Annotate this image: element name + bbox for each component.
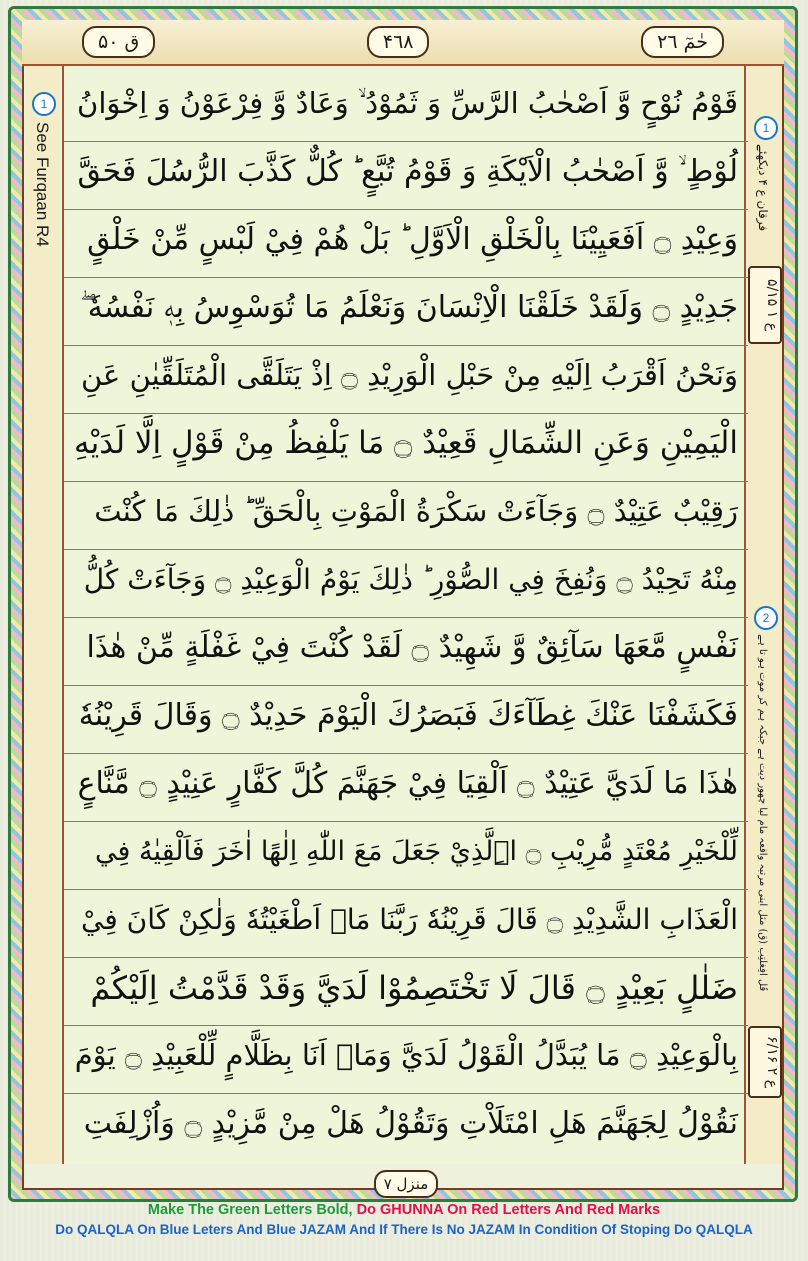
text-line: فَكَشَفْنَا عَنْكَ غِطَآءَكَ فَبَصَرُكَ الْيَوْمَ حَدِيْدٌ ۝ وَقَالَ قَرِيْنُهٗ [64,678,748,754]
right-note2-text: قُل اَفِغلَتِب (ق) مثل ابنی مرتبہ واقعہ مام لبا چھور دیت ہے جبکہ ہم کر موت ہو تا ہے [757,634,768,992]
text-line: وَعِيْدِ ۝ اَفَعَيِيْنَا بِالْخَلْقِ الْاَوَّلِ ؕ بَلْ هُمْ فِيْ لَبْسٍ مِّنْ خَلْقٍ [64,202,748,278]
text-line: نَفْسٍ مَّعَهَا سَآئِقٌ وَّ شَهِيْدٌ ۝ لَقَدْ كُنْتَ فِيْ غَفْلَةٍ مِّنْ هٰذَا [64,610,748,686]
text-line: نَقُوْلُ لِجَهَنَّمَ هَلِ امْتَلَاْتِ وَتَقُوْلُ هَلْ مِنْ مَّزِيْدٍ ۝ وَاُزْلِفَتِ [83,1106,738,1141]
quran-text-panel [62,66,746,1164]
manzil-label: منزل ۷ [374,1170,438,1198]
page-number: ۴٦٨ [367,26,430,58]
left-note-number: 1 [32,92,56,116]
text-line: لِّلْخَيْرِ مُعْتَدٍ مُّرِيْبِ ۝ اِۨلَّذِيْ جَعَلَ مَعَ اللّٰهِ اِلٰهًا اٰخَرَ فَاَلْقِيٰهُ فِي [64,814,748,890]
text-line: الْيَمِيْنِ وَعَنِ الشِّمَالِ قَعِيْدٌ ۝ مَا يَلْفِظُ مِنْ قَوْلٍ اِلَّا لَدَيْهِ [64,406,748,482]
tajweed-instruction-line2: Do QALQLA On Blue Leters And Blue JAZAM And If There Is No JAZAM In Condition Of Stoping Do QALQLA [55,1222,753,1237]
right-note1-text: فرقان ع ۴ دیکھئے [756,144,770,232]
ruku-marker-top: ع ۱ ۵/۱۵ [748,266,782,344]
text-line: مِنْهُ تَحِيْدُ ۝ وَنُفِخَ فِي الصُّوْرِ ؕ ذٰلِكَ يَوْمُ الْوَعِيْدِ ۝ وَجَآءَتْ كُلُّ [64,542,748,618]
tajweed-instruction-line1 [0,1202,808,1218]
ruku-marker-bottom: ع ۲ ۶/۱۶ [748,1026,782,1098]
instruction-green: Make The Green Letters Bold, [147,1202,353,1218]
text-line: لُوْطٍ ۙ وَّ اَصْحٰبُ الْاَيْكَةِ وَ قَوْمُ تُبَّعٍ ؕ كُلٌّ كَذَّبَ الرُّسُلَ فَحَقَّ [64,134,748,210]
text-line: قَوْمُ نُوْحٍ وَّ اَصْحٰبُ الرَّسِّ وَ ثَمُوْدُ ۙ وَعَادٌ وَّ فِرْعَوْنُ وَ اِخْوَانُ [64,66,748,142]
right-note1-number: 1 [754,116,778,140]
text-line: بِالْوَعِيْدِ ۝ مَا يُبَدَّلُ الْقَوْلُ لَدَيَّ وَمَاۤ اَنَا بِظَلَّامٍ لِّلْعَبِيْدِ ۝ يَوْمَ [64,1018,748,1094]
instruction-red: Do GHUNNA On Red Letters And Red Marks [356,1202,661,1218]
text-line: ضَلٰلٍ بَعِيْدٍ ۝ قَالَ لَا تَخْتَصِمُوْا لَدَيَّ وَقَدْ قَدَّمْتُ اِلَيْكُمْ [64,950,748,1026]
left-note-text: See Furqaan R4 [33,122,52,247]
left-margin [26,66,60,1164]
surah-label: ق ۵۰ [82,26,155,58]
text-line: الْعَذَابِ الشَّدِيْدِ ۝ قَالَ قَرِيْنُهٗ رَبَّنَا مَاۤ اَطْغَيْتُهٗ وَلٰكِنْ كَانَ فِيْ [64,882,748,958]
text-line: رَقِيْبٌ عَتِيْدٌ ۝ وَجَآءَتْ سَكْرَةُ الْمَوْتِ بِالْحَقِّ ؕ ذٰلِكَ مَا كُنْتَ [64,474,748,550]
para-label: حٰمٓ ٢٦ [641,26,724,58]
right-margin [748,66,782,1164]
text-line: هٰذَا مَا لَدَيَّ عَتِيْدٌ ۝ اَلْقِيَا فِيْ جَهَنَّمَ كُلَّ كَفَّارٍ عَنِيْدٍ ۝ مَّنَّاعٍ [64,746,748,822]
page-header [22,20,784,66]
text-line: جَدِيْدٍ ۝ وَلَقَدْ خَلَقْنَا الْاِنْسَانَ وَنَعْلَمُ مَا تُوَسْوِسُ بِهٖ نَفْسُهٗ ۖ [64,270,748,346]
right-note2-number: 2 [754,606,778,630]
text-line: وَنَحْنُ اَقْرَبُ اِلَيْهِ مِنْ حَبْلِ الْوَرِيْدِ ۝ اِذْ يَتَلَقَّى الْمُتَلَقِّيٰنِ عَنِ [64,338,748,414]
